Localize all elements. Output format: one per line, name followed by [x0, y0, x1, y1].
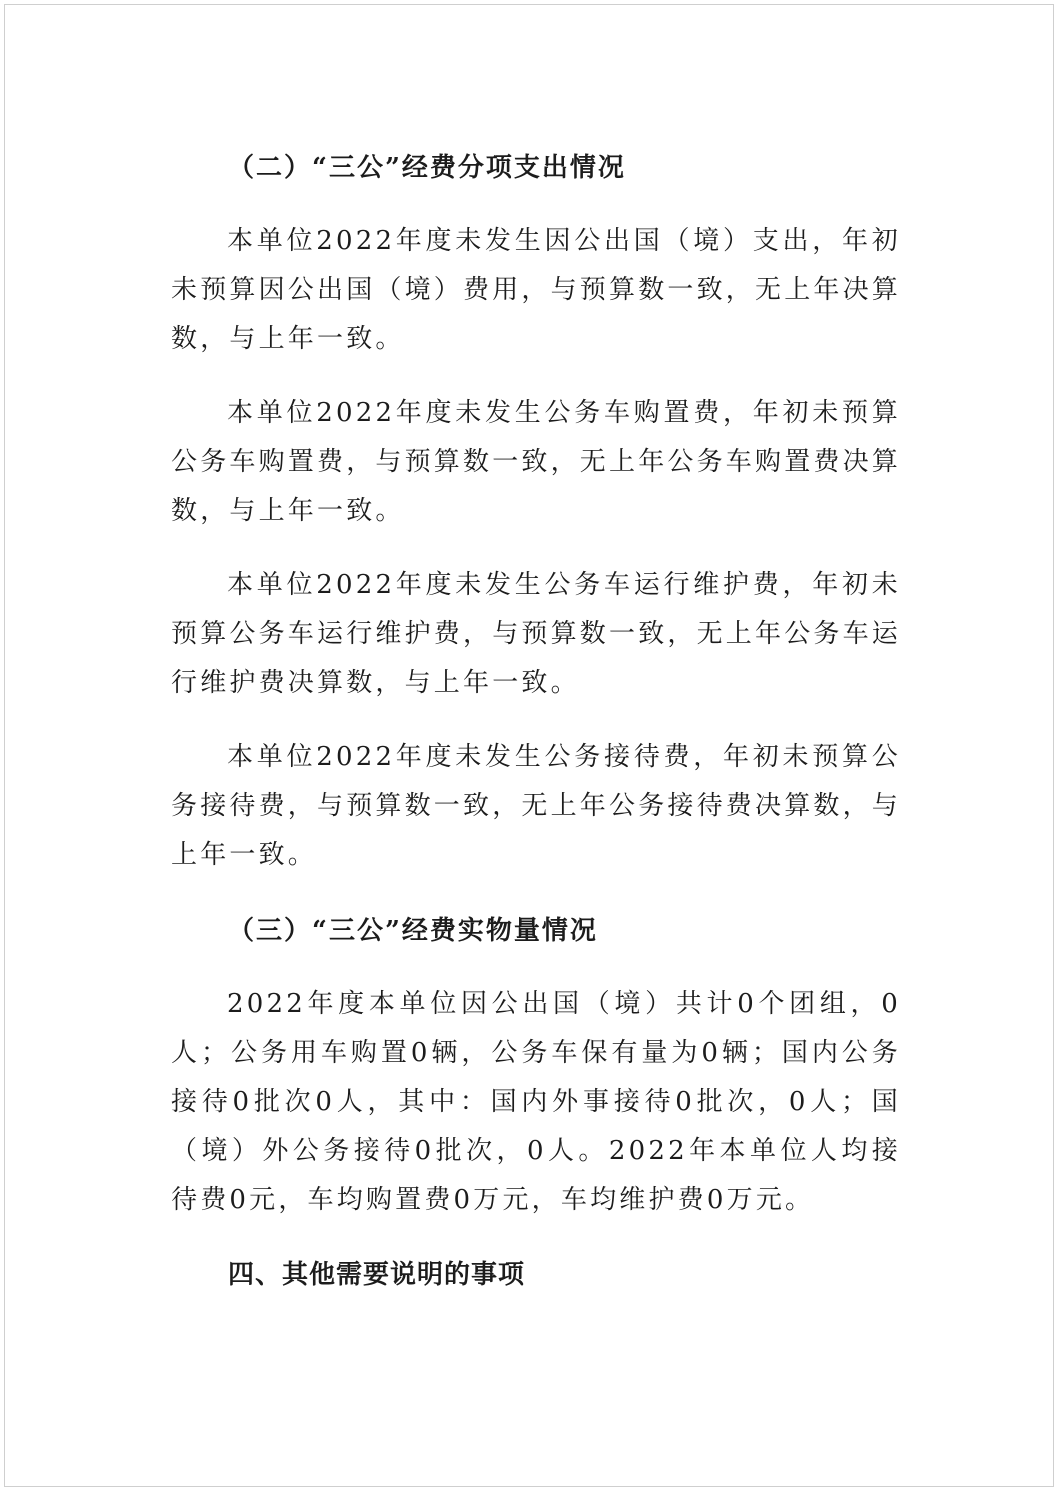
section-heading-san-gong-physical-quantity: （三）“三公”经费实物量情况 [228, 916, 598, 946]
paragraph-vehicle-maintenance: 本单位2022年度未发生公务车运行维护费，年初未预算公务车运行维护费，与预算数一致，无上年公务车运行维护费决算数，与上年一致。 [171, 570, 902, 698]
document-page [4, 4, 1054, 1487]
paragraph-overseas-travel: 本单位2022年度未发生因公出国（境）支出，年初未预算因公出国（境）费用，与预算数一致，无上年决算数，与上年一致。 [171, 226, 902, 354]
paragraph-official-reception: 本单位2022年度未发生公务接待费，年初未预算公务接待费，与预算数一致，无上年公务接待费决算数，与上年一致。 [171, 742, 902, 870]
section-heading-other-matters: 四、其他需要说明的事项 [228, 1260, 526, 1290]
paragraph-vehicle-purchase: 本单位2022年度未发生公务车购置费，年初未预算公务车购置费，与预算数一致，无上年公务车购置费决算数，与上年一致。 [171, 398, 902, 526]
section-heading-san-gong-itemized: （二）“三公”经费分项支出情况 [228, 153, 626, 183]
paragraph-physical-quantity: 2022年度本单位因公出国（境）共计0个团组，0人；公务用车购置0辆，公务车保有量为0辆；国内公务接待0批次0人，其中：国内外事接待0批次，0人；国（境）外公务接待0批次，0人。2022年本单位人均接待费0元，车均购置费0万元，车均维护费0万元。 [171, 989, 901, 1215]
